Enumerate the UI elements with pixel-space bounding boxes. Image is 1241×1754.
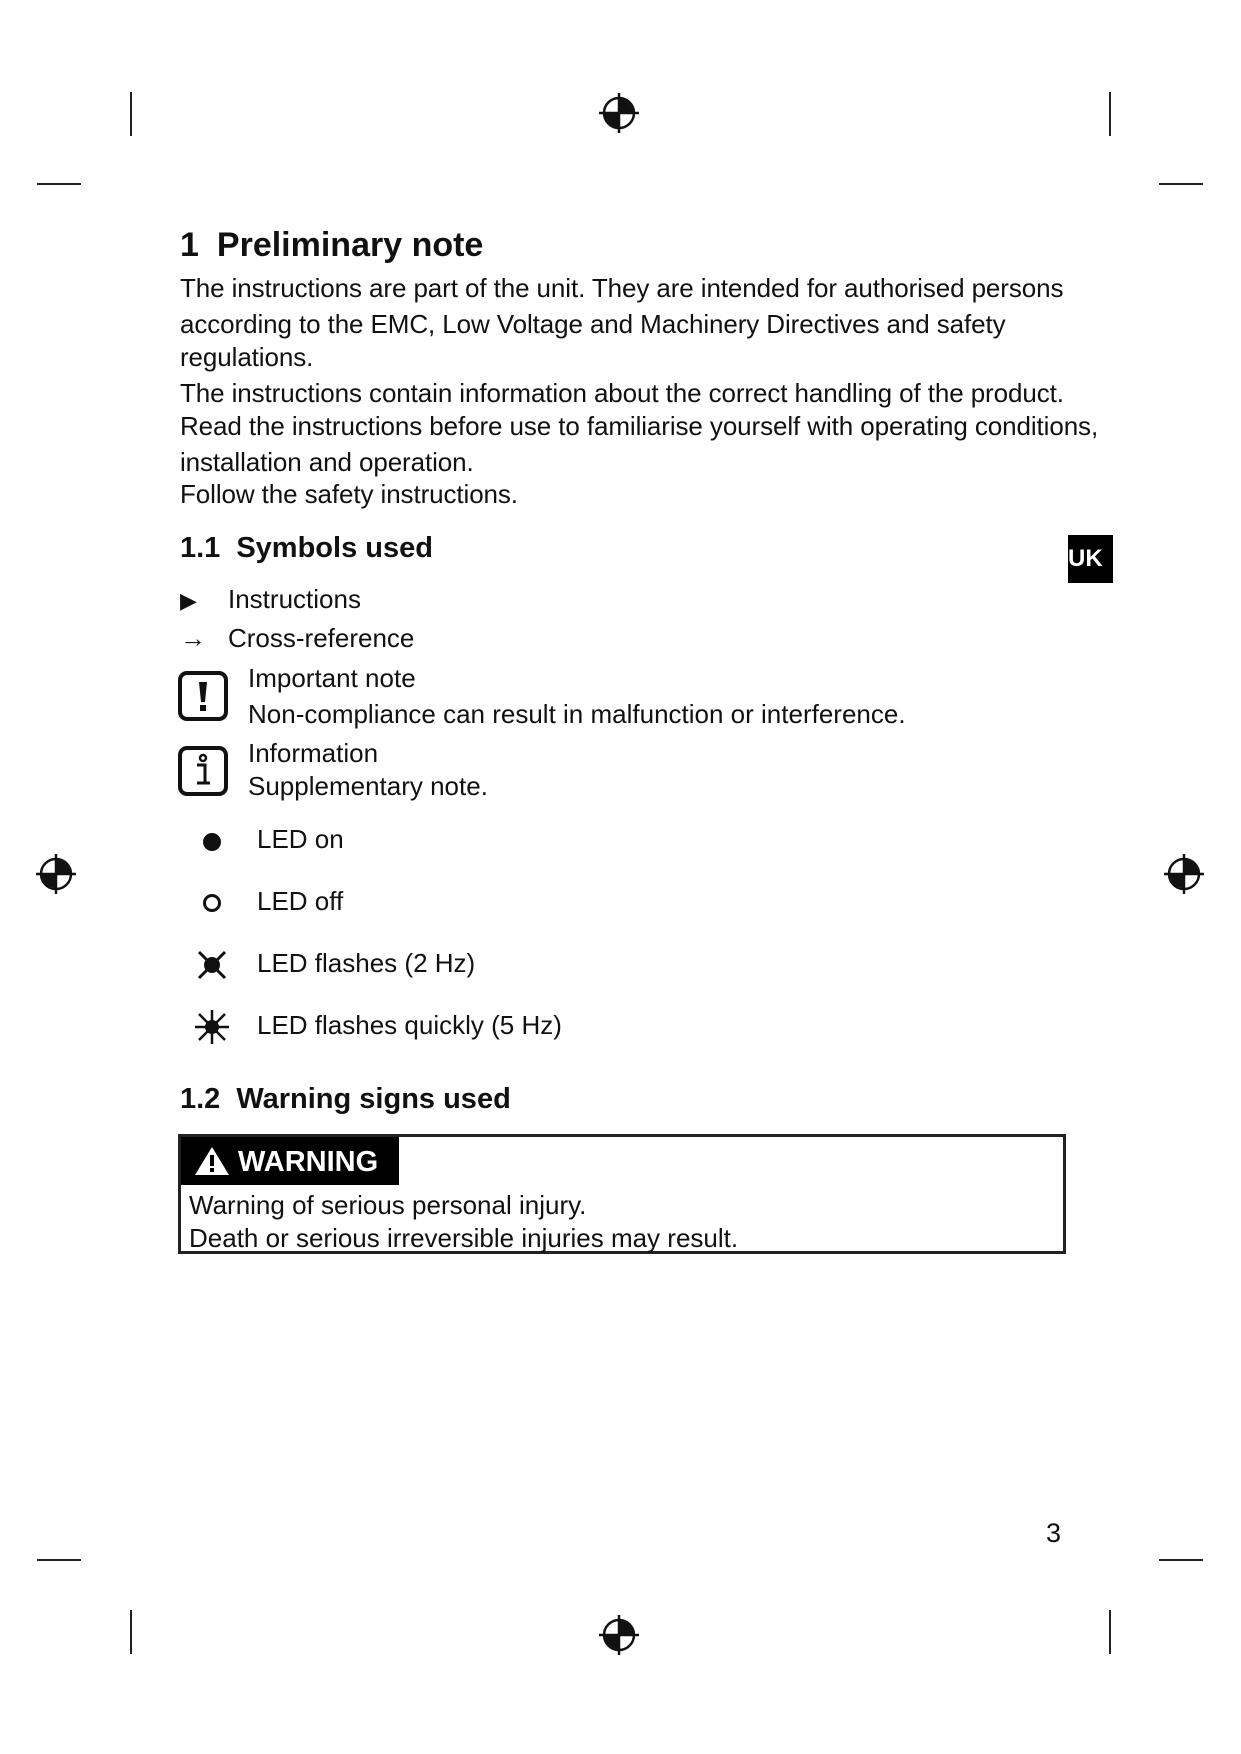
subsection-number: 1.2: [180, 1083, 221, 1115]
paragraph-line: according to the EMC, Low Voltage and Machinery Directives and safety: [180, 309, 1006, 339]
section-number: 1: [180, 226, 199, 264]
crop-mark-left-top: [37, 183, 81, 185]
led-flash-quick-label: LED flashes quickly (5 Hz): [257, 1010, 562, 1040]
symbol-instructions: [180, 584, 361, 615]
crop-mark-top-left: [130, 92, 132, 136]
registration-mark-icon: [34, 852, 78, 896]
paragraph-line: Read the instructions before use to familiarise yourself with operating conditions,: [180, 411, 1099, 441]
play-arrow-icon: ▶: [180, 588, 197, 613]
important-note-text: Non-compliance can result in malfunction or interference.: [248, 699, 906, 729]
warning-triangle-icon: [193, 1145, 231, 1177]
subsection-heading-warnings: [180, 1083, 511, 1116]
subsection-heading-symbols: [180, 532, 433, 565]
subsection-number: 1.1: [180, 532, 221, 564]
crop-mark-bottom-right: [1109, 1610, 1111, 1654]
crop-mark-top-right: [1109, 92, 1111, 136]
warning-text-line: Warning of serious personal injury.: [189, 1190, 587, 1220]
registration-mark-icon: [1162, 852, 1206, 896]
section-title: Preliminary note: [216, 226, 484, 264]
information-title: Information: [248, 738, 379, 768]
symbol-label: Cross-reference: [228, 623, 415, 653]
registration-mark-icon: [597, 91, 641, 135]
paragraph-line: installation and operation.: [180, 447, 474, 477]
warning-box: [178, 1134, 1066, 1254]
warning-text-line: Death or serious irreversible injuries may result.: [189, 1223, 739, 1253]
paragraph-line: The instructions contain information about the correct handling of the product.: [180, 378, 1064, 408]
warning-header: [181, 1137, 399, 1185]
section-heading: [180, 226, 483, 265]
symbol-label: Instructions: [228, 584, 361, 614]
led-flash-quick-icon: [194, 1009, 230, 1045]
page-number: 3: [1046, 1518, 1062, 1548]
led-on-icon: [194, 824, 230, 860]
registration-mark-icon: [597, 1613, 641, 1657]
led-flash-label: LED flashes (2 Hz): [257, 948, 476, 978]
language-tab: UK: [1068, 535, 1113, 583]
crop-mark-right-bottom: [1159, 1559, 1203, 1561]
warning-label: WARNING: [238, 1146, 379, 1178]
led-off-label: LED off: [257, 886, 344, 916]
crop-mark-left-bottom: [37, 1559, 81, 1561]
crop-mark-right-top: [1159, 183, 1203, 185]
paragraph-line: regulations.: [180, 342, 314, 372]
led-flash-icon: [194, 947, 230, 983]
subsection-title: Symbols used: [236, 532, 433, 564]
info-box-icon: [177, 745, 229, 797]
subsection-title: Warning signs used: [236, 1083, 511, 1115]
symbol-cross-reference: [180, 623, 414, 654]
crop-mark-bottom-left: [130, 1610, 132, 1654]
led-off-icon: [194, 885, 230, 921]
information-text: Supplementary note.: [248, 771, 488, 801]
paragraph-line: The instructions are part of the unit. They are intended for authorised persons: [180, 273, 1064, 303]
paragraph-line: Follow the safety instructions.: [180, 479, 518, 509]
right-arrow-icon: →: [180, 623, 206, 653]
led-on-label: LED on: [257, 824, 344, 854]
important-note-title: Important note: [248, 663, 416, 693]
exclamation-box-icon: [177, 670, 229, 722]
